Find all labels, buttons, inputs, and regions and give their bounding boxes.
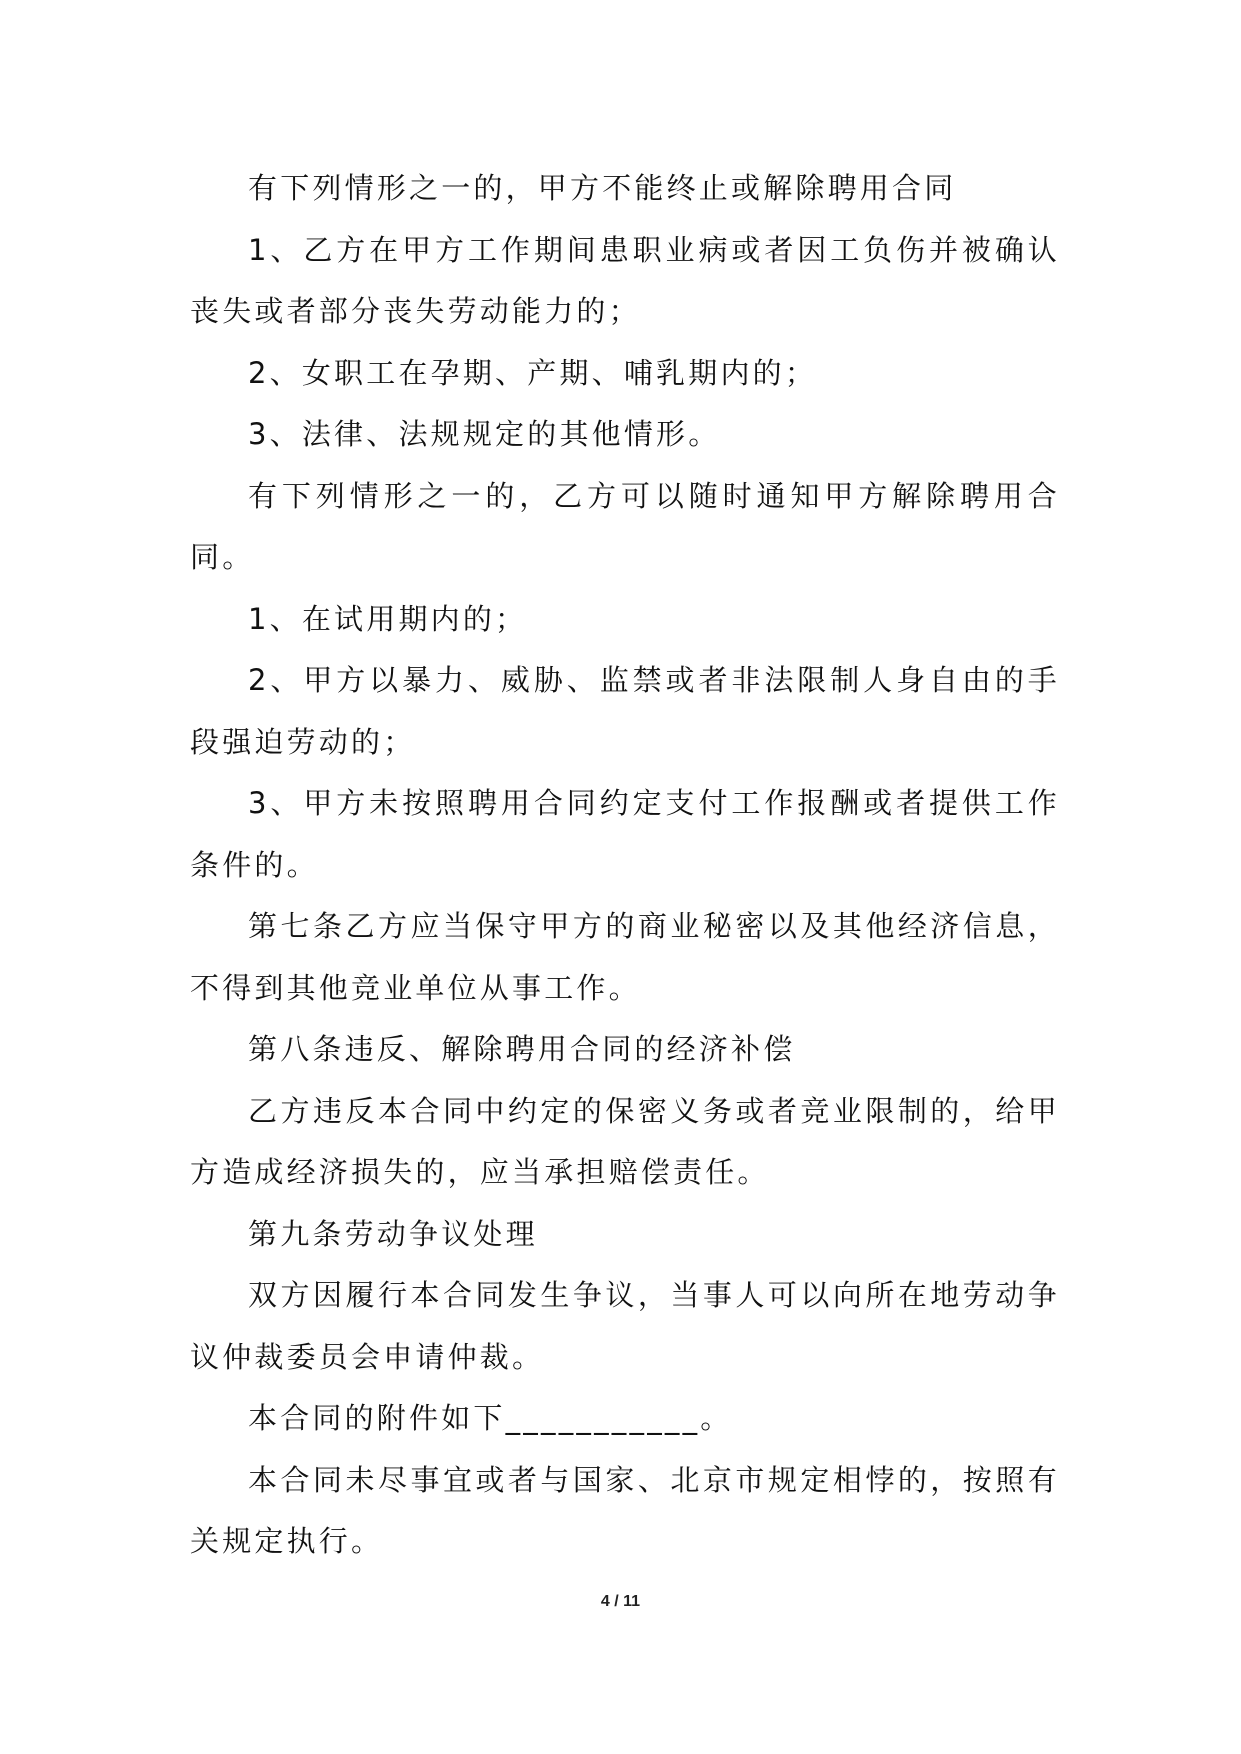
paragraph-employee-termination-heading: 有下列情形之一的，乙方可以随时通知甲方解除聘用合同。 <box>190 478 1060 574</box>
paragraph-probation-period: 1、在试用期内的； <box>248 601 528 636</box>
paragraph-article-9-arbitration: 双方因履行本合同发生争议，当事人可以向所在地劳动争议仲裁委员会申请仲裁。 <box>190 1278 1060 1374</box>
paragraph-article-9-heading: 第九条劳动争议处理 <box>248 1216 538 1251</box>
paragraph-other-legal-circumstances: 3、法律、法规规定的其他情形。 <box>248 417 721 451</box>
paragraph-unspecified-matters: 本合同未尽事宜或者与国家、北京市规定相悖的，按照有关规定执行。 <box>190 1462 1060 1558</box>
paragraph-forced-labor: 2、甲方以暴力、威胁、监禁或者非法限制人身自由的手段强迫劳动的； <box>190 663 1060 759</box>
paragraph-unpaid-remuneration: 3、甲方未按照聘用合同约定支付工作报酬或者提供工作条件的。 <box>190 786 1060 882</box>
paragraph-female-employee-protection: 2、女职工在孕期、产期、哺乳期内的； <box>248 355 818 390</box>
page-number: 4 / 11 <box>600 1593 641 1610</box>
paragraph-article-8-heading: 第八条违反、解除聘用合同的经济补偿 <box>248 1032 796 1066</box>
paragraph-article-7-confidentiality: 第七条乙方应当保守甲方的商业秘密以及其他经济信息，不得到其他竞业单位从事工作。 <box>190 909 1060 1005</box>
paragraph-article-8-compensation: 乙方违反本合同中约定的保密义务或者竞业限制的，给甲方造成经济损失的，应当承担赔偿责任。 <box>190 1093 1060 1189</box>
paragraph-occupational-disease: 1、乙方在甲方工作期间患职业病或者因工负伤并被确认丧失或者部分丧失劳动能力的； <box>190 232 1060 328</box>
paragraph-termination-restrictions-heading: 有下列情形之一的，甲方不能终止或解除聘用合同 <box>248 171 957 205</box>
document-body <box>190 158 1060 1573</box>
paragraph-attachments: 本合同的附件如下___________。 <box>248 1401 733 1435</box>
